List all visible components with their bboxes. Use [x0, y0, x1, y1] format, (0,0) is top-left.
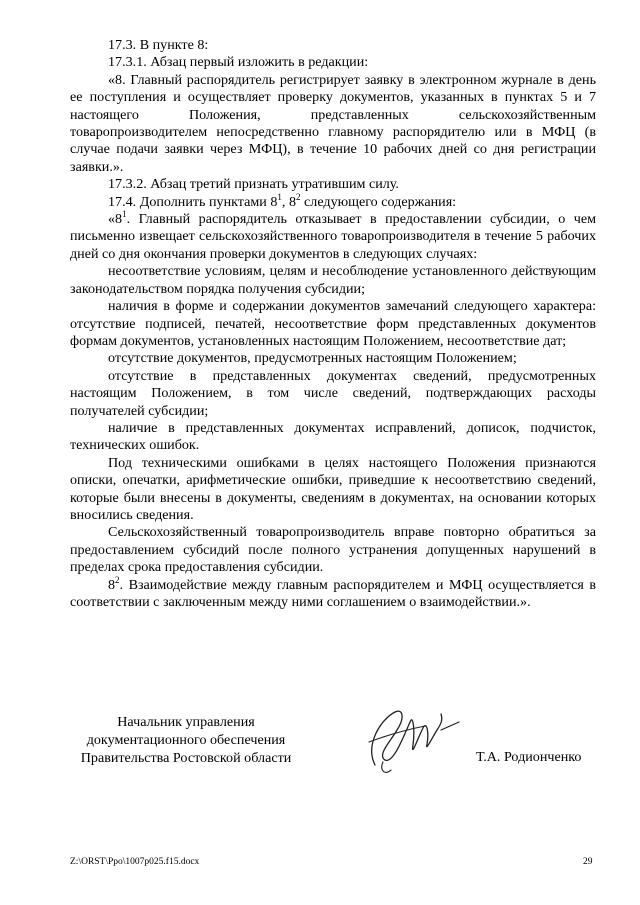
signatory-line-2: документационного обеспечения: [86, 732, 286, 748]
document-body: [70, 37, 596, 611]
text-run: следующего содержания:: [300, 193, 457, 210]
paragraph-17-4: [70, 191, 596, 211]
paragraph-8-1: [70, 211, 596, 263]
text-run: 17.4. Дополнить пунктами 8: [108, 193, 278, 210]
paragraph-case-1: несоответствие условиям, целям и несоблюдение установленного действующим законодательством порядка получения субсидии;: [70, 263, 596, 297]
superscript: 1: [122, 209, 127, 220]
text-run: . Главный распорядитель отказывает в предоставлении субсидии, о чем письменно извещает сельскохозяйственного товаропроизводителя в течение 5 рабочих дней со дня окончания проверки документов в следующих случаях:: [70, 211, 596, 262]
paragraph-17-3: 17.3. В пункте 8:: [108, 37, 209, 53]
paragraph-case-2: наличия в форме и содержании документов замечаний следующего характера: отсутствие подписей, печатей, несоответствие форм представленных документов формам документов, установленных настоящим Положением, несоответствие дат;: [70, 298, 596, 349]
text-run: 8: [108, 576, 116, 593]
superscript: 2: [115, 574, 120, 585]
signatory-line-1: Начальник управления: [117, 714, 255, 730]
paragraph-17-3-1: 17.3.1. Абзац первый изложить в редакции:: [108, 54, 369, 71]
paragraph-quote-8: «8. Главный распорядитель регистрирует заявку в электронном журнале в день ее поступления и осуществляет проверку документов, указанных в пунктах 5 и 7 настоящего Положения, представленных сельскохозяйственным товаропроизводителем непосредственно главному распорядителю или в МФЦ (в случае подачи заявки через МФЦ), в течение 10 рабочих дней со дня регистрации заявки.».: [70, 71, 596, 175]
paragraph-case-4: отсутствие в представленных документах сведений, предусмотренных настоящим Положением, в том числе сведений, подтверждающих расходы получателей субсидии;: [70, 367, 596, 419]
signatory-line-3: Правительства Ростовской области: [80, 750, 292, 766]
file-path-footer: Z:\ORST\Ppo\1007p025.f15.docx: [70, 857, 200, 867]
text-run: . Взаимодействие между главным распорядителем и МФЦ осуществляется в соответствии с заключенным между ними соглашением о взаимодействии.».: [70, 576, 596, 610]
paragraph-17-3-2: 17.3.2. Абзац третий признать утратившим силу.: [108, 176, 399, 193]
signatory-title: [66, 713, 306, 767]
paragraph-case-5: наличие в представленных документах исправлений, дописок, подчисток, технических ошибок.: [70, 419, 596, 454]
paragraph-technical-errors: Под техническими ошибками в целях настоящего Положения признаются описки, опечатки, арифметические ошибки, приведшие к несоответствию сведений, которые были внесены в документы, сведениям в документах, на основании которых вносились сведения.: [70, 454, 596, 523]
signatory-name: Т.А. Родионченко: [476, 749, 582, 765]
text-run: , 8: [281, 193, 297, 210]
page-number: 29: [583, 857, 593, 867]
handwritten-signature: [355, 700, 465, 780]
paragraph-reapply: Сельскохозяйственный товаропроизводитель вправе повторно обратиться за предоставлением субсидий после полного устранения допущенных нарушений в пределах срока предоставления субсидии.: [70, 524, 596, 576]
paragraph-8-2: [70, 574, 596, 612]
superscript: 1: [277, 191, 282, 202]
superscript: 2: [296, 191, 301, 202]
text-run: «8: [108, 211, 123, 228]
paragraph-case-3: отсутствие документов, предусмотренных настоящим Положением;: [108, 350, 517, 367]
